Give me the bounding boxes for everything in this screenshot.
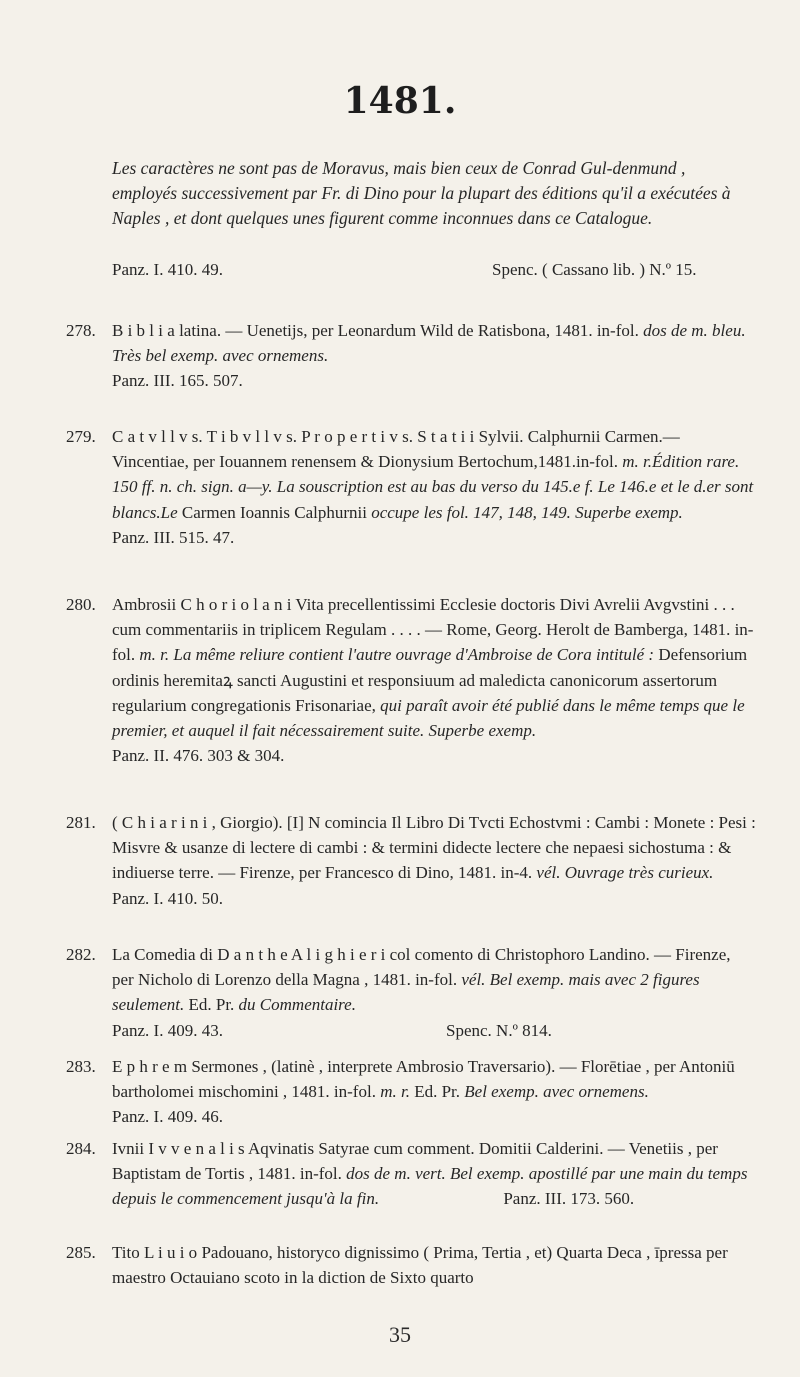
intro-note (112, 156, 742, 231)
intro-ref-left: Panz. I. 410. 49. (112, 260, 223, 279)
entry-text: E p h r e m Sermones , (latinè , interprete Ambrosio Traversario). — Florētiae , per Antoniū bartholomei mischomini , 1481. in-fol. m. r. Ed. Pr. Bel exemp. avec ornemens. Panz. I. 409. 46. (112, 1057, 735, 1127)
entry-reference: Panz. II. 476. 303 & 304. (112, 746, 285, 766)
entry-title: E p h r e m (112, 1057, 188, 1076)
entry-reference: Panz. I. 409. 43. Spenc. N.º 814. (112, 1020, 552, 1040)
catalog-entry (66, 1136, 756, 1212)
entry-text: B i b l i a latina. — Uenetijs, per Leonardum Wild de Ratisbona, 1481. in-fol. dos de m. bleu. Très bel exemp. avec ornemens. (112, 321, 746, 366)
catalog-entry (66, 1054, 756, 1130)
catalog-entry (66, 942, 756, 1043)
entry-reference: Panz. III. 515. 47. (112, 527, 235, 547)
entry-number: 280. (66, 595, 96, 614)
entry-reference: Panz. III. 173. 560. (503, 1189, 635, 1209)
catalog-entry (66, 592, 756, 768)
intro-text: Les caractères ne sont pas de Moravus, mais bien ceux de Conrad Gul-denmund , employés successivement par Fr. di Dino pour la plupart des éditions qu'il a exécutées à Naples , et dont quelques unes figurent comme inconnues dans ce Catalogue. (112, 158, 731, 228)
entry-reference: Panz. I. 409. 46. (112, 1107, 223, 1127)
entry-number: 278. (66, 321, 96, 340)
entry-text: La Comedia di D a n t h e A l i g h i e r i col comento di Christophoro Landino. — Firenze, per Nicholo di Lorenzo della Magna , 1481. in-fol. vél. Bel exemp. mais avec 2 figures seulement. Ed. Pr. du Commentaire. (112, 945, 731, 1015)
entry-number: 285. (66, 1243, 96, 1262)
entry-title: B i b l i a (112, 321, 175, 340)
intro-reference (112, 260, 752, 280)
entry-title: L i u i o (143, 1243, 198, 1262)
entry-number: 279. (66, 427, 96, 446)
catalog-entry (66, 318, 756, 394)
entry-title: C a t v l l v s. T i b v l l v s. P r o p e r t i v s. S t a t i i (112, 427, 475, 446)
entry-text: Ivnii I v v e n a l i s Aqvinatis Satyrae cum comment. Domitii Calderini. — Venetiis , per Baptistam de Tortis , 1481. in-fol. dos de m. vert. Bel exemp. apostillé par une main du temps depuis le commencement jusqu'à la fin. Panz. III. 173. 560. (112, 1139, 748, 1209)
catalog-entry (66, 1240, 756, 1290)
entry-reference: Panz. I. 410. 50. (112, 888, 223, 908)
entry-number: 283. (66, 1057, 96, 1076)
entry-reference: Panz. III. 165. 507. (112, 371, 243, 391)
entry-text: Ambrosii C h o r i o l a n i Vita precellentissimi Ecclesie doctoris Divi Avrelii Avgvstini . . . cum commentariis in triplicem Regulam . . . . — Rome, Georg. Herolt de Bamberga, 1481. in-fol. m. r. La même reliure contient l'autre ouvrage d'Ambroise de Cora intitulé : Defensorium ordinis heremitaꝝ sancti Augustini et responsiuum ad maledicta canonicorum assertorum regularium congregationis Frisonariae, qui paraît avoir été publié dans le même temps que le premier, et auquel il fait nécessairement suite. Superbe exemp. (112, 595, 754, 741)
entry-title: C h o r i o l a n i (180, 595, 292, 614)
page-year-heading: 1481. (343, 80, 457, 122)
page-number: 35 (389, 1322, 411, 1347)
entry-text: C a t v l l v s. T i b v l l v s. P r o p e r t i v s. S t a t i i Sylvii. Calphurnii Carmen.—Vincentiae, per Iouannem renensem & Dionysium Bertochum,1481.in-fol. m. r.Édition rare. 150 ff. n. ch. sign. a—y. La souscription est au bas du verso du 145.e f. Le 146.e et le d.er sont blancs.Le Carmen Ioannis Calphurnii occupe les fol. 147, 148, 149. Superbe exemp. (112, 427, 754, 522)
entry-title: D a n t h e A l i g h i e r i (217, 945, 386, 964)
entry-title: C h i a r i n i (121, 813, 208, 832)
catalog-entry (66, 424, 756, 550)
catalog-entry (66, 810, 756, 911)
entry-number: 281. (66, 813, 96, 832)
entry-number: 282. (66, 945, 96, 964)
intro-ref-right: Spenc. ( Cassano lib. ) N.º 15. (492, 260, 697, 279)
entry-text: ( C h i a r i n i , Giorgio). [I] N comincia Il Libro Di Tvcti Echostvmi : Cambi : Monete : Pesi : Misvre & usanze di lectere di cambi : & termini didecte lectere che nepaesi sichostuma : & indiuerse terre. — Firenze, per Francesco di Dino, 1481. in-4. vél. Ouvrage très curieux. (112, 813, 756, 883)
entry-text: Tito L i u i o Padouano, historyco dignissimo ( Prima, Tertia , et) Quarta Deca , īpressa per maestro Octauiano scoto in la diction de Sixto quarto (112, 1243, 728, 1288)
entry-title: I v v e n a l i s (148, 1139, 245, 1158)
entry-number: 284. (66, 1139, 96, 1158)
